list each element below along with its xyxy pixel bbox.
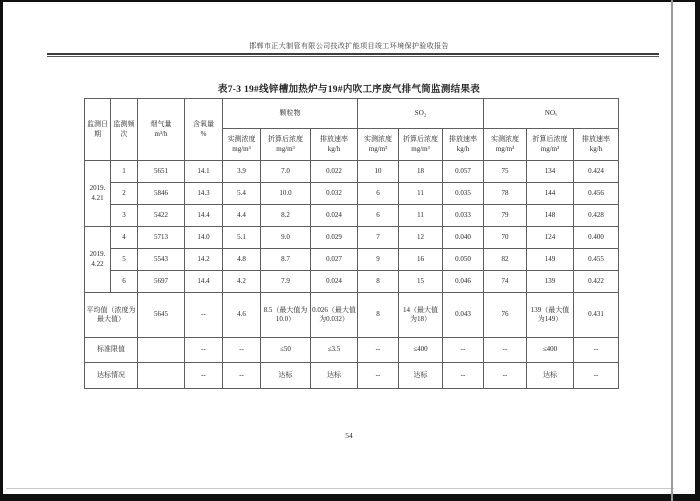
data-cell: 0.422 (574, 271, 619, 293)
data-cell: 0.024 (311, 205, 358, 227)
scan-edge-line-right (671, 0, 673, 501)
subheader-label: 排放速率 (582, 135, 610, 144)
compliance-cell (138, 363, 185, 389)
scan-edge-line-bottom (6, 488, 674, 489)
average-cell: 4.6 (223, 293, 261, 338)
date-cell (85, 161, 111, 227)
average-cell: 76 (484, 293, 527, 338)
data-cell: 10 (358, 161, 399, 183)
data-cell: 2 (111, 183, 138, 205)
limit-cell (138, 338, 185, 363)
date-line: 4.22 (91, 259, 104, 268)
header-flue-gas-label: 烟气量 (150, 120, 172, 129)
data-cell: 3.9 (223, 161, 261, 183)
data-cell: 16 (399, 249, 443, 271)
limit-cell: -- (443, 338, 484, 363)
data-cell: 9.0 (261, 227, 311, 249)
subheader-unit: mg/m³ (276, 144, 295, 153)
data-cell: 5651 (138, 161, 185, 183)
data-cell: 5 (111, 249, 138, 271)
average-cell: 14（最大值为18） (399, 293, 443, 338)
subheader-label: 实测浓度 (227, 135, 256, 144)
data-cell: 148 (527, 205, 574, 227)
data-cell: 6 (358, 183, 399, 205)
subheader-label: 折算后浓度 (403, 135, 438, 144)
compliance-cell: 达标 (261, 363, 311, 389)
data-cell: 1 (111, 161, 138, 183)
subheader-label: 排放速率 (320, 135, 348, 144)
data-cell: 74 (484, 271, 527, 293)
compliance-cell: 达标 (311, 363, 358, 389)
data-cell: 0.035 (443, 183, 484, 205)
compliance-row-label: 达标情况 (85, 363, 138, 389)
data-cell: 4.2 (223, 271, 261, 293)
data-cell: 0.040 (443, 227, 484, 249)
data-cell: 78 (484, 183, 527, 205)
data-cell: 0.456 (574, 183, 619, 205)
data-cell: 0.032 (311, 183, 358, 205)
date-line: 2019. (89, 250, 106, 259)
subheader-converted-concentration (399, 129, 443, 161)
data-cell: 6 (111, 271, 138, 293)
subheader-emission-rate (443, 129, 484, 161)
subheader-unit: mg/m³ (540, 144, 560, 153)
limit-row-label: 标准限值 (85, 338, 138, 363)
data-cell: 14.3 (185, 183, 223, 205)
subheader-unit: mg/m³ (232, 144, 251, 153)
date-cell (85, 227, 111, 293)
data-cell: 3 (111, 205, 138, 227)
average-cell: 8.5（最大值为10.0） (261, 293, 311, 338)
data-cell: 14.4 (185, 205, 223, 227)
subheader-measured-concentration (223, 129, 261, 161)
header-oxygen-unit: % (200, 129, 207, 138)
data-cell: 4.8 (223, 249, 261, 271)
data-cell: 139 (527, 271, 574, 293)
limit-cell: -- (358, 338, 399, 363)
data-cell: 0.400 (574, 227, 619, 249)
subheader-measured-concentration (358, 129, 399, 161)
data-cell: 5846 (138, 183, 185, 205)
data-cell: 8 (358, 271, 399, 293)
data-cell: 9 (358, 249, 399, 271)
data-cell: 18 (399, 161, 443, 183)
compliance-cell: -- (223, 363, 261, 389)
data-cell: 0.455 (574, 249, 619, 271)
limit-cell: -- (574, 338, 619, 363)
data-cell: 7.0 (261, 161, 311, 183)
data-cell: 82 (484, 249, 527, 271)
subheader-emission-rate (574, 129, 619, 161)
header-flue-gas-volume (138, 99, 185, 161)
data-cell: 75 (484, 161, 527, 183)
subheader-label: 排放速率 (449, 135, 477, 144)
data-cell: 0.046 (443, 271, 484, 293)
limit-cell: -- (223, 338, 261, 363)
header-group-so2: SO₂ (358, 99, 484, 129)
data-cell: 14.4 (185, 271, 223, 293)
data-cell: 144 (527, 183, 574, 205)
data-cell: 5.1 (223, 227, 261, 249)
data-cell: 10.0 (261, 183, 311, 205)
average-cell: 8 (358, 293, 399, 338)
data-cell: 70 (484, 227, 527, 249)
header-group-particulate: 颗粒物 (223, 99, 358, 129)
data-cell: 5422 (138, 205, 185, 227)
subheader-unit: mg/m³ (495, 144, 515, 153)
header-monitoring-date: 监测日期 (85, 99, 111, 161)
compliance-cell: 达标 (399, 363, 443, 389)
data-cell: 0.033 (443, 205, 484, 227)
limit-cell: ≤3.5 (311, 338, 358, 363)
average-cell: 5645 (138, 293, 185, 338)
subheader-label: 折算后浓度 (268, 135, 303, 144)
subheader-unit: mg/m³ (411, 144, 430, 153)
page-number: 54 (345, 431, 353, 440)
compliance-cell: -- (358, 363, 399, 389)
page-running-header: 邯郸市正大制管有限公司技改扩能项目竣工环境保护验收报告 (249, 42, 449, 50)
average-cell: 0.026（最大值为0.032） (311, 293, 358, 338)
limit-cell: -- (185, 338, 223, 363)
document-page (3, 2, 695, 494)
data-cell: 5543 (138, 249, 185, 271)
data-cell: 0.027 (311, 249, 358, 271)
data-cell: 8.7 (261, 249, 311, 271)
header-oxygen-content (185, 99, 223, 161)
header-oxygen-label: 含氧量 (193, 120, 214, 129)
data-cell: 15 (399, 271, 443, 293)
data-cell: 5713 (138, 227, 185, 249)
data-cell: 0.029 (311, 227, 358, 249)
data-cell: 7.9 (261, 271, 311, 293)
compliance-cell: 达标 (527, 363, 574, 389)
subheader-unit: mg/m³ (368, 144, 388, 153)
data-cell: 7 (358, 227, 399, 249)
table-title: 表7-3 19#线锌槽加热炉与19#内吹工序废气排气筒监测结果表 (217, 85, 481, 95)
data-cell: 5.4 (223, 183, 261, 205)
data-cell: 0.428 (574, 205, 619, 227)
data-cell: 149 (527, 249, 574, 271)
header-monitoring-frequency: 监测频次 (111, 99, 138, 161)
date-line: 2019. (89, 184, 106, 193)
data-cell: 11 (399, 205, 443, 227)
data-cell: 14.2 (185, 249, 223, 271)
data-cell: 5697 (138, 271, 185, 293)
data-cell: 14.1 (185, 161, 223, 183)
subheader-emission-rate (311, 129, 358, 161)
subheader-converted-concentration (527, 129, 574, 161)
header-rule-thick-line (47, 53, 659, 55)
compliance-cell: -- (185, 363, 223, 389)
data-cell: 0.024 (311, 271, 358, 293)
data-cell: 6 (358, 205, 399, 227)
data-cell: 0.057 (443, 161, 484, 183)
subheader-measured-concentration (484, 129, 527, 161)
data-cell: 124 (527, 227, 574, 249)
header-group-nox: NOₓ (484, 99, 619, 129)
data-cell: 12 (399, 227, 443, 249)
limit-cell: ≤400 (399, 338, 443, 363)
header-rule-thin-line (47, 56, 659, 57)
average-row-label: 平均值（浓度为最大值） (85, 293, 138, 338)
compliance-cell: -- (443, 363, 484, 389)
data-cell: 14.0 (185, 227, 223, 249)
compliance-cell: -- (484, 363, 527, 389)
data-cell: 4 (111, 227, 138, 249)
data-cell: 0.050 (443, 249, 484, 271)
data-cell: 0.424 (574, 161, 619, 183)
average-cell: 0.431 (574, 293, 619, 338)
subheader-label: 实测浓度 (364, 135, 392, 144)
data-cell: 79 (484, 205, 527, 227)
date-line: 4.21 (91, 193, 104, 202)
compliance-cell: -- (574, 363, 619, 389)
subheader-unit: kg/h (456, 144, 470, 153)
limit-cell: ≤400 (527, 338, 574, 363)
data-cell: 0.022 (311, 161, 358, 183)
header-flue-gas-unit: m³/h (154, 129, 168, 138)
subheader-converted-concentration (261, 129, 311, 161)
data-cell: 4.4 (223, 205, 261, 227)
limit-cell: -- (484, 338, 527, 363)
emission-monitoring-table (84, 98, 619, 389)
average-cell: 0.043 (443, 293, 484, 338)
subheader-label: 实测浓度 (491, 135, 519, 144)
subheader-unit: kg/h (327, 144, 341, 153)
limit-cell: ≤50 (261, 338, 311, 363)
subheader-unit: kg/h (589, 144, 603, 153)
average-cell: 139（最大值为149） (527, 293, 574, 338)
data-cell: 134 (527, 161, 574, 183)
average-cell: -- (185, 293, 223, 338)
data-cell: 11 (399, 183, 443, 205)
data-cell: 8.2 (261, 205, 311, 227)
subheader-label: 折算后浓度 (532, 135, 568, 144)
